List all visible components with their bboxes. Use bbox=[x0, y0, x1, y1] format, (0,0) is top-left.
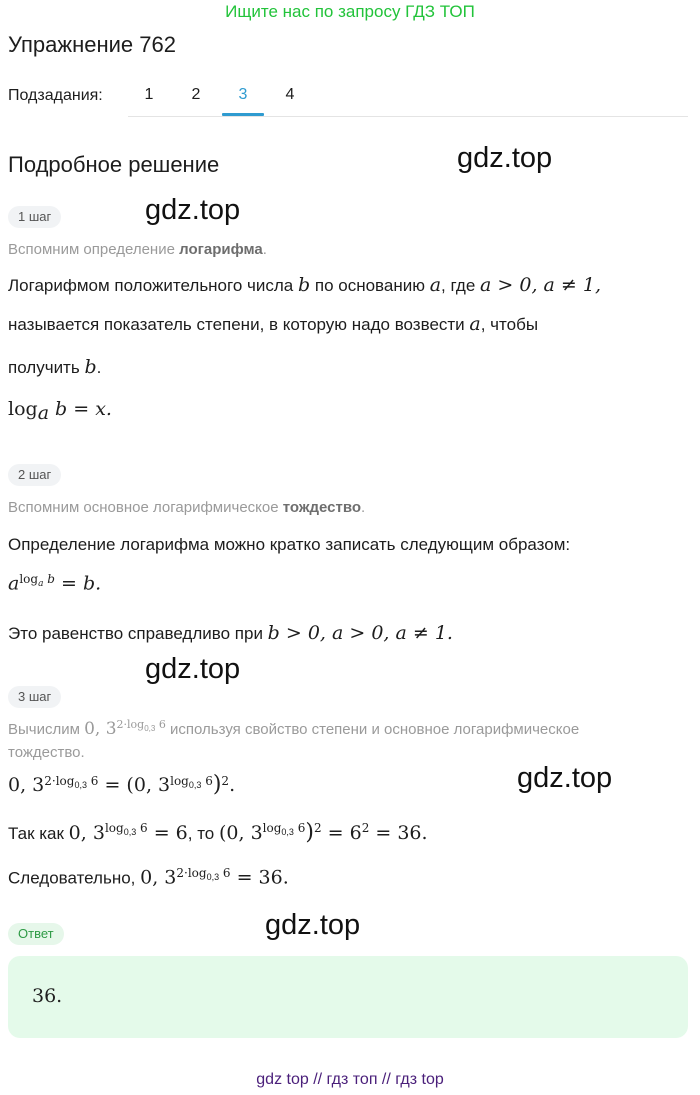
watermark: gdz.top bbox=[265, 909, 361, 941]
step-1-definition-line-3: получить b. bbox=[8, 356, 102, 378]
step-2-line-2: Это равенство справедливо при b > 0, a > 0, a ≠ 1. bbox=[8, 622, 453, 644]
answer-value: 36. bbox=[32, 985, 63, 1007]
subtask-tabs bbox=[128, 76, 688, 117]
step-3-hint: Вычислим 0, $3^{2\cdot log_{0,3} 6}$ используя свойство степени и основное логарифмическое bbox=[8, 718, 580, 739]
subtask-tab-2[interactable]: 2 bbox=[191, 86, 201, 103]
answer-chip: Ответ bbox=[8, 923, 64, 945]
step-2-formula: $a^{log_a b} = b$. bbox=[8, 572, 102, 595]
step-chip-3: 3 шаг bbox=[8, 686, 61, 708]
promo-banner[interactable]: Ищите нас по запросу ГДЗ ТОП bbox=[225, 2, 475, 21]
step-chip-2: 2 шаг bbox=[8, 464, 61, 486]
step-3-line: Так как 0, $3^{log_{0,3} 6} = 6$, то (0, $3^{log_{0,3} 6})^2 = 6^2 = 36$. bbox=[8, 820, 428, 845]
active-tab-indicator bbox=[222, 113, 264, 116]
answer-box bbox=[8, 956, 688, 1038]
watermark: gdz.top bbox=[145, 653, 241, 685]
subtask-tab-3[interactable]: 3 bbox=[238, 86, 248, 103]
subtask-tab-4[interactable]: 4 bbox=[285, 86, 295, 103]
subtask-tab-1[interactable]: 1 bbox=[144, 86, 154, 103]
solution-heading: Подробное решение bbox=[8, 152, 220, 177]
step-2-line-1: Определение логарифма можно кратко записать следующим образом: bbox=[8, 535, 571, 554]
watermark: gdz.top bbox=[145, 194, 241, 226]
watermark: gdz.top bbox=[517, 762, 613, 794]
step-1-definition-line-2: называется показатель степени, в которую надо возвести a, чтобы bbox=[8, 313, 539, 335]
step-1-definition-line-1: Логарифмом положительного числа b по основанию a, где a > 0, a ≠ 1, bbox=[8, 274, 601, 296]
step-1-formula: $\log_a b = x$. bbox=[8, 398, 112, 425]
subtasks-label: Подзадания: bbox=[8, 87, 103, 104]
step-2-hint: Вспомним основное логарифмическое тождество. bbox=[8, 499, 366, 516]
step-1-hint: Вспомним определение логарифма. bbox=[8, 241, 267, 258]
step-3-conclusion: Следовательно, 0, $3^{2\cdot log_{0,3} 6} = 36$. bbox=[8, 866, 289, 889]
step-chip-1: 1 шаг bbox=[8, 206, 61, 228]
step-3-equation-1: 0, $3^{2\cdot log_{0,3} 6} = (0$, $3^{log_{0,3} 6})^2$. bbox=[8, 772, 236, 797]
step-3-hint-cont: тождество. bbox=[8, 744, 85, 761]
page-title: Упражнение 762 bbox=[8, 32, 176, 57]
watermark: gdz.top bbox=[457, 142, 553, 174]
footer-links[interactable]: gdz top // гдз топ // гдз top bbox=[256, 1071, 444, 1088]
